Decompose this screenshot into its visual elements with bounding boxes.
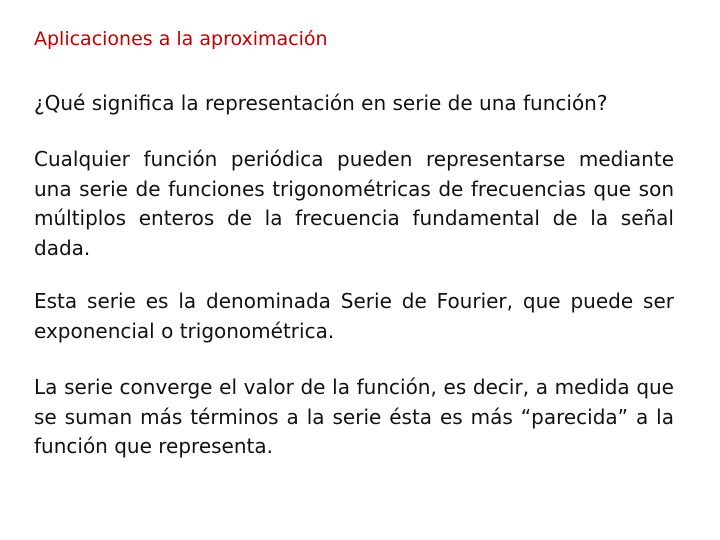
slide-title: Aplicaciones a la aproximación: [34, 28, 328, 50]
paragraph-convergence: La serie converge el valor de la función, es decir, a medida que se suman más términos a la serie ésta es más “parecida” a la función que representa.: [34, 375, 674, 458]
paragraph-fourier-series-type: Esta serie es la denominada Serie de Fourier, que puede ser exponencial o trigonométrica.: [34, 289, 674, 343]
paragraph-fourier-definition: Cualquier función periódica pueden representarse mediante una serie de funciones trigonométricas de frecuencias que son múltiplos enteros de la frecuencia fundamental de la señal dada.: [34, 147, 674, 260]
slide-question: ¿Qué significa la representación en serie de una función?: [34, 91, 608, 115]
